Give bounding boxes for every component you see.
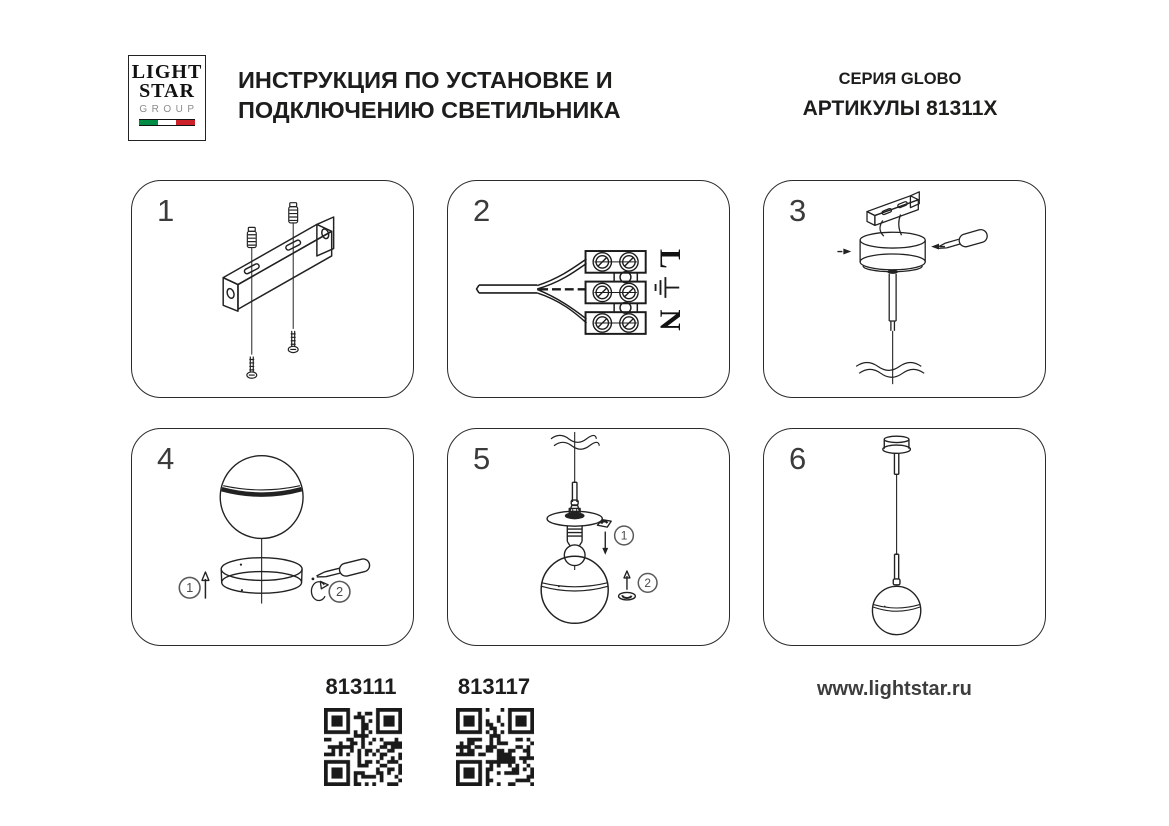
panel-number: 4 (157, 441, 175, 476)
articles-label: АРТИКУЛЫ 81311X (802, 97, 998, 120)
wall-anchor-icon (247, 203, 297, 248)
bulb-icon (564, 545, 585, 566)
panel-number: 1 (157, 193, 175, 228)
panel-number: 5 (473, 441, 491, 476)
lightstar-logo (128, 55, 206, 141)
page-title (238, 66, 621, 125)
logo-word-star: STAR (139, 80, 195, 102)
website-url: www.lightstar.ru (817, 678, 972, 700)
globe-ring-illustration (132, 429, 412, 644)
italian-flag-stripe (139, 119, 195, 126)
product-code-1: 813111 (325, 674, 397, 699)
product-code-2: 813117 (457, 674, 531, 699)
step-label: 1 (620, 528, 628, 543)
qr-code-1 (324, 708, 402, 786)
logo-word-group: GROUP (139, 104, 199, 115)
bracket-illustration (132, 181, 412, 396)
neutral-label: N (653, 309, 686, 331)
page-title-line2: ПОДКЛЮЧЕНИЮ СВЕТИЛЬНИКА (238, 96, 621, 123)
logo-word-light: LIGHT (131, 61, 203, 83)
step-label: 2 (644, 576, 651, 591)
ground-icon (656, 277, 680, 298)
lock-disc-icon (619, 592, 636, 599)
screw-icon (247, 331, 298, 378)
rotate-arrow-icon (311, 581, 328, 600)
clip-icon (597, 520, 611, 527)
step-label: 1 (186, 580, 194, 596)
step-panel-2 (447, 180, 730, 398)
live-label: L (653, 249, 686, 269)
screwdriver-icon (315, 558, 371, 584)
bulb-mounting-illustration (448, 429, 728, 644)
series-label: СЕРИЯ GLOBO (838, 70, 962, 88)
panel-number: 3 (789, 193, 807, 228)
terminal-screws (593, 253, 638, 332)
qr-code-2 (456, 708, 534, 786)
step-panel-1 (131, 180, 414, 398)
step-panel-4 (131, 428, 414, 646)
panel-number: 6 (789, 441, 807, 476)
series-block (760, 70, 1040, 121)
step-panel-3 (763, 180, 1046, 398)
page-title-line1: ИНСТРУКЦИЯ ПО УСТАНОВКЕ И (238, 67, 613, 93)
screwdriver-icon (936, 228, 989, 254)
canopy-illustration (764, 181, 1044, 396)
panel-number: 2 (473, 193, 491, 228)
step-panel-6 (763, 428, 1046, 646)
step-panel-5 (447, 428, 730, 646)
step-label: 2 (335, 584, 344, 600)
terminal-block-illustration (448, 181, 728, 396)
assembled-pendant-illustration (764, 429, 1044, 644)
